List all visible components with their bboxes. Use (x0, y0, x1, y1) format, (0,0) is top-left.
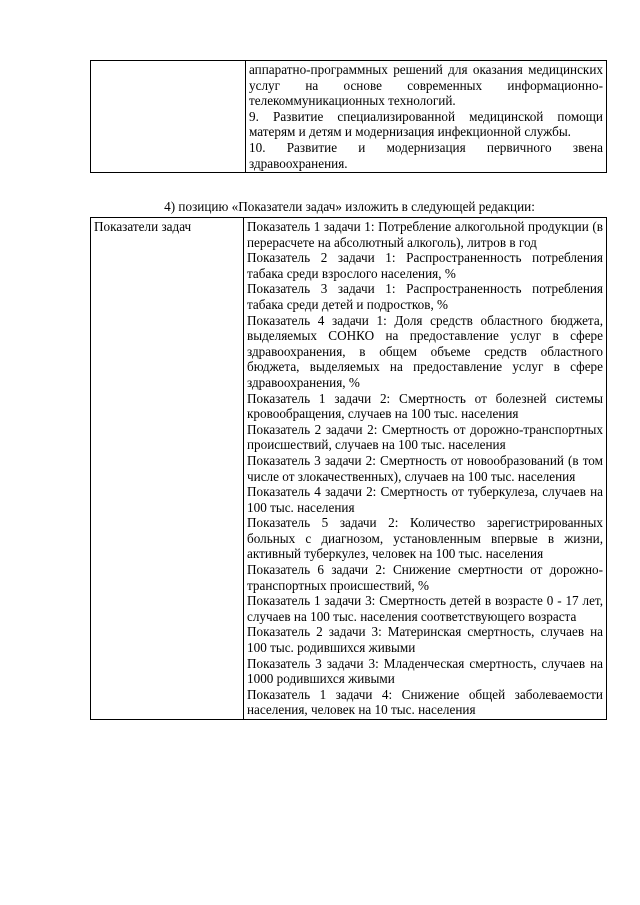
empty-label-cell (91, 61, 246, 173)
indicator-item: Показатель 3 задачи 1: Распространенность потребления табака среди детей и подростков, % (247, 281, 603, 312)
indicator-item: Показатель 2 задачи 2: Смертность от дорожно-транспортных происшествий, случаев на 100 тыс. населения (247, 421, 603, 453)
table-row (91, 218, 607, 720)
goals-cell (246, 61, 607, 173)
indicator-item: Показатель 1 задачи 3: Смертность детей в возрасте 0 - 17 лет, случаев на 100 тыс. населения соответствующего возраста (247, 593, 603, 624)
section-heading: 4) позицию «Показатели задач» изложить в следующей редакции: (164, 199, 535, 214)
goal-text: 9. Развитие специализированной медицинской помощи матерям и детям и модернизация инфекционной службы. (249, 108, 603, 140)
indicators-table (90, 217, 607, 720)
indicator-item: Показатель 4 задачи 2: Смертность от туберкулеза, случаев на 100 тыс. населения (247, 484, 603, 515)
goal-text: 10. Развитие и модернизация первичного звена здравоохранения. (249, 139, 603, 171)
indicator-item: Показатель 4 задачи 1: Доля средств областного бюджета, выделяемых СОНКО на предоставление услуг в сфере здравоохранения, в общем объеме средств областного бюджета, выделяемых на предоставление услуг в сфере здравоохранения, % (247, 312, 603, 390)
indicator-item: Показатель 3 задачи 3: Младенческая смертность, случаев на 1000 родившихся живыми (247, 655, 603, 687)
continued-table (90, 60, 607, 173)
indicator-item: Показатель 2 задачи 1: Распространенность потребления табака среди взрослого населения, % (247, 250, 603, 281)
indicator-item: Показатель 1 задачи 2: Смертность от болезней системы кровообращения, случаев на 100 тыс. населения (247, 390, 603, 422)
indicators-label-cell: Показатели задач (91, 218, 244, 720)
indicator-item: Показатель 1 задачи 4: Снижение общей заболеваемости населения, человек на 10 тыс. населения (247, 686, 603, 718)
indicator-item: Показатель 6 задачи 2: Снижение смертности от дорожно-транспортных происшествий, % (247, 562, 603, 593)
indicators-list-cell (244, 218, 607, 720)
indicator-item: Показатель 1 задачи 1: Потребление алкогольной продукции (в перерасчете на абсолютный алкоголь), литров в год (247, 219, 603, 250)
indicator-item: Показатель 2 задачи 3: Материнская смертность, случаев на 100 тыс. родившихся живыми (247, 624, 603, 656)
goal-text: аппаратно-программных решений для оказания медицинских услуг на основе современных информационно-телекоммуникационных технологий. (249, 62, 603, 109)
indicator-item: Показатель 3 задачи 2: Смертность от новообразований (в том числе от злокачественных), случаев на 100 тыс. населения (247, 452, 603, 484)
table-row (91, 61, 607, 173)
indicator-item: Показатель 5 задачи 2: Количество зарегистрированных больных с диагнозом, установленным впервые в жизни, активный туберкулез, человек на 100 тыс. населения (247, 515, 603, 562)
